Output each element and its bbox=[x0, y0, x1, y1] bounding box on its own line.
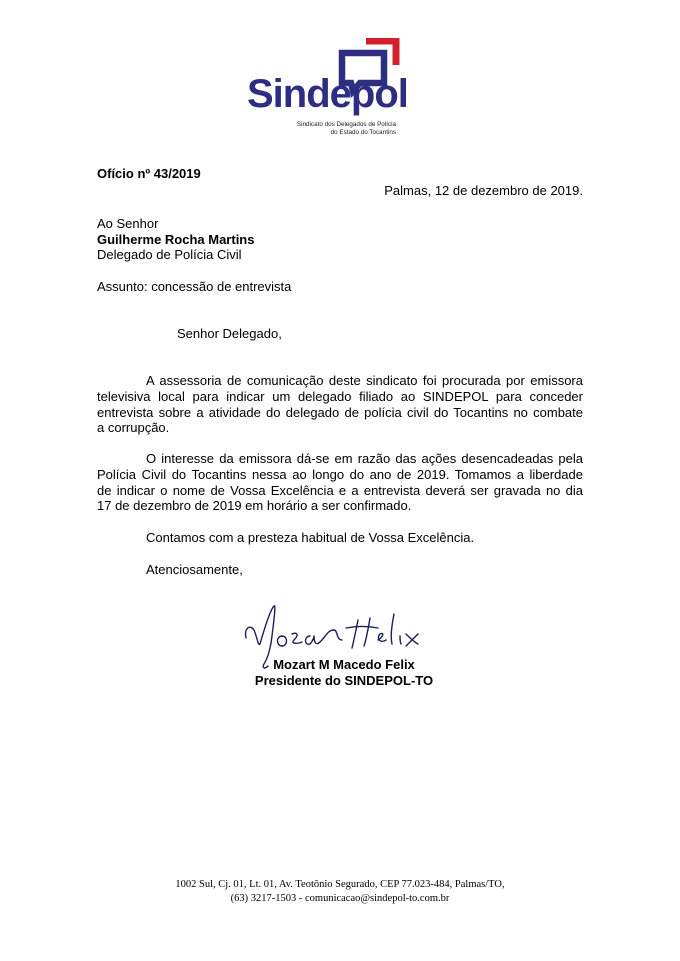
sindepol-logo bbox=[244, 38, 440, 142]
signer-name: Mozart M Macedo Felix bbox=[273, 657, 415, 672]
recipient-name: Guilherme Rocha Martins bbox=[97, 232, 255, 247]
footer-address: 1002 Sul, Cj. 01, Lt. 01, Av. Teotônio Segurado, CEP 77.023-484, Palmas/TO, bbox=[175, 879, 505, 890]
paragraph-2-line-1: O interesse da emissora dá-se em razão das ações desencadeadas pela bbox=[146, 451, 583, 466]
recipient-title: Delegado de Polícia Civil bbox=[97, 247, 242, 262]
closing: Atenciosamente, bbox=[146, 562, 243, 577]
salutation-to: Ao Senhor bbox=[97, 216, 159, 231]
paragraph-2-line-4: 17 de dezembro de 2019 em horário a ser confirmado. bbox=[97, 498, 412, 514]
subject-line: Assunto: concessão de entrevista bbox=[97, 279, 292, 294]
body-paragraph-2 bbox=[97, 451, 583, 514]
place-date: Palmas, 12 de dezembro de 2019. bbox=[384, 183, 583, 198]
body-paragraph-3: Contamos com a presteza habitual de Vossa Excelência. bbox=[146, 530, 475, 545]
signer-title: Presidente do SINDEPOL-TO bbox=[254, 673, 434, 688]
greeting: Senhor Delegado, bbox=[177, 326, 282, 341]
logo-subtitle-line1: Sindicato dos Delegados de Polícia bbox=[296, 121, 396, 128]
paragraph-2-line-3: de indicar o nome de Vossa Excelência e a entrevista deverá ser gravada no dia bbox=[97, 482, 583, 498]
logo-subtitle-line2: do Estado do Tocantins bbox=[330, 128, 396, 136]
logo-subtitle bbox=[248, 121, 396, 136]
paragraph-1-line-4: a corrupção. bbox=[97, 420, 170, 436]
logo-wordmark: Sindepol bbox=[247, 72, 408, 116]
footer-contact: (63) 3217-1503 - comunicacao@sindepol-to.com.br bbox=[230, 893, 450, 904]
paragraph-1-line-2: televisiva local para indicar um delegado filiado ao SINDEPOL para conceder bbox=[97, 388, 583, 404]
letter-reference: Ofício nº 43/2019 bbox=[97, 166, 201, 181]
paragraph-1-line-1: A assessoria de comunicação deste sindicato foi procurada por emissora bbox=[146, 373, 583, 388]
body-paragraph-1 bbox=[97, 373, 583, 436]
paragraph-2-line-2: Polícia Civil do Tocantins nessa ao longo do ano de 2019. Tomamos a liberdade bbox=[97, 466, 583, 482]
paragraph-1-line-3: entrevista sobre a atividade do delegado de polícia civil do Tocantins no combate bbox=[97, 404, 583, 420]
